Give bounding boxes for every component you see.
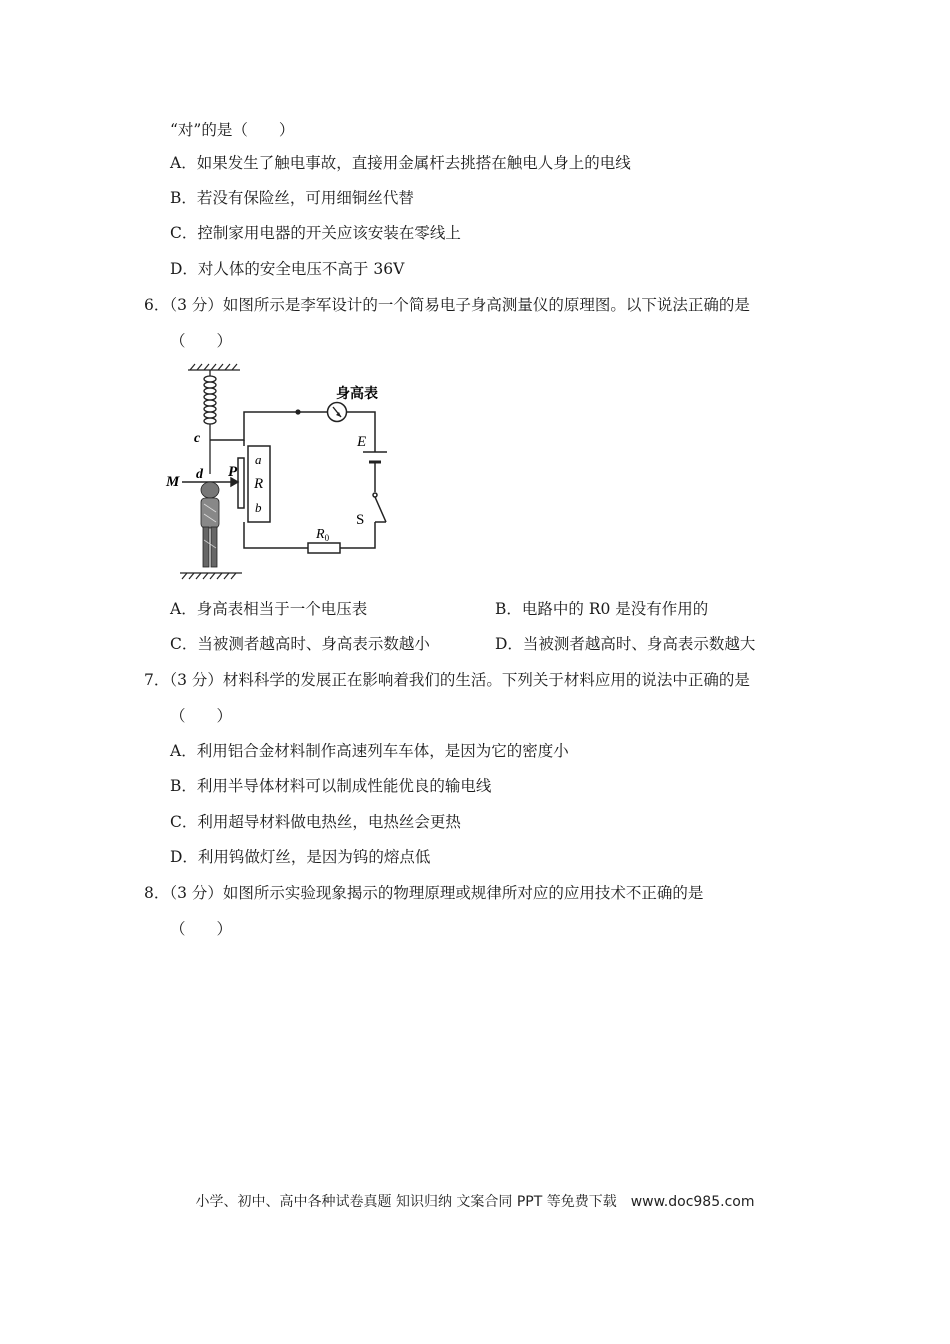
q6-stem: 6．（3 分）如图所示是李军设计的一个简易电子身高测量仪的原理图。以下说法正确的是 xyxy=(144,296,750,314)
slider-p-label: P xyxy=(228,464,238,480)
point-c-label: c xyxy=(194,431,201,446)
floor-hatch xyxy=(180,573,242,579)
point-m-label: M xyxy=(166,474,180,490)
height-meter xyxy=(328,403,347,422)
resistor-r-label: R xyxy=(254,476,264,492)
q5-option-a: A．如果发生了触电事故，直接用金属杆去挑搭在触电人身上的电线 xyxy=(170,154,631,172)
q6-option-d: D．当被测者越高时、身高表示数越大 xyxy=(495,635,756,653)
battery-label: E xyxy=(357,434,367,450)
ceiling-hatch xyxy=(188,364,240,370)
page-footer: 小学、初中、高中各种试卷真题 知识归纳 文案合同 PPT 等免费下载 www.doc985.com xyxy=(195,1194,755,1210)
q7-option-b: B．利用半导体材料可以制成性能优良的输电线 xyxy=(170,777,492,795)
q7-option-a: A．利用铝合金材料制作高速列车车体，是因为它的密度小 xyxy=(170,742,569,760)
q6-option-a: A．身高表相当于一个电压表 xyxy=(170,600,368,618)
q8-stem: 8．（3 分）如图所示实验现象揭示的物理原理或规律所对应的应用技术不正确的是 xyxy=(144,884,704,902)
q7-option-c: C．利用超导材料做电热丝，电热丝会更热 xyxy=(170,813,461,831)
q7-stem: 7．（3 分）材料科学的发展正在影响着我们的生活。下列关于材料应用的说法中正确的是 xyxy=(144,671,750,689)
spring xyxy=(204,370,216,474)
battery xyxy=(363,452,387,462)
q6-paren: （ ） xyxy=(170,332,233,350)
junction-dot xyxy=(295,409,300,414)
switch-label: S xyxy=(356,512,365,528)
q5-option-d: D．对人体的安全电压不高于 36V xyxy=(170,260,405,278)
q6-option-b: B．电路中的 R0 是没有作用的 xyxy=(495,600,709,618)
q5-option-b: B．若没有保险丝，可用细铜丝代替 xyxy=(170,189,414,207)
q8-paren: （ ） xyxy=(170,920,233,938)
meter-label: 身高表 xyxy=(336,387,378,402)
point-d-label: d xyxy=(196,467,203,482)
switch xyxy=(373,493,386,522)
resistor-r0-label: $R_0$ xyxy=(316,527,330,543)
person-figure xyxy=(201,482,219,567)
q5-stem-tail: “对”的是（ ） xyxy=(170,121,295,139)
terminal-b-label: b xyxy=(255,500,262,515)
terminal-a-label: a xyxy=(255,452,262,467)
q7-paren: （ ） xyxy=(170,707,233,725)
resistor-r0 xyxy=(308,543,340,553)
q6-option-c: C．当被测者越高时、身高表示数越小 xyxy=(170,635,430,653)
q5-option-c: C．控制家用电器的开关应该安装在零线上 xyxy=(170,224,461,242)
q7-option-d: D．利用钨做灯丝，是因为钨的熔点低 xyxy=(170,848,431,866)
height-meter-circuit-diagram xyxy=(160,362,400,588)
